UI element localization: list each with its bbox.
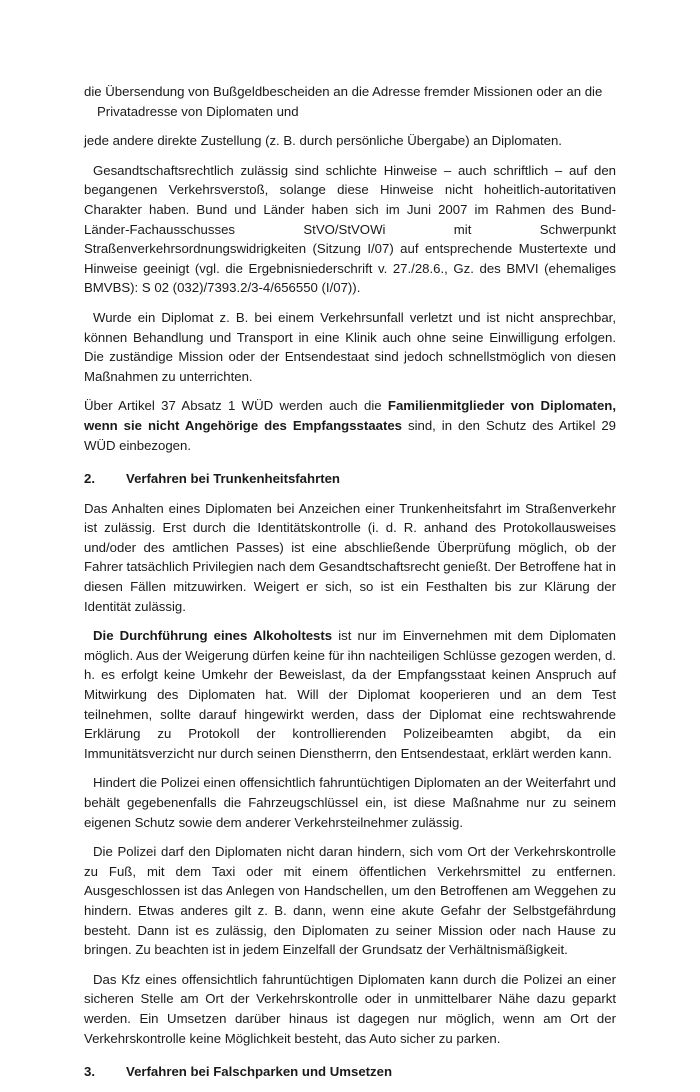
paragraph-verkehrsunfall: Wurde ein Diplomat z. B. bei einem Verkehrsunfall verletzt und ist nicht ansprechbar, können Behandlung und Transport in eine Klinik auch ohne seine Einwilligung erfolgen. Die zuständige Mission oder der Entsendestaat sind jedoch schnellstmöglich von diesen Maßnahmen zu unterrichten. [84,309,616,384]
paragraph-alkoholtest [84,626,616,763]
section-heading-3 [84,1062,616,1082]
paragraph-entfernen: Die Polizei darf den Diplomaten nicht daran hindern, sich vom Ort der Verkehrskontrolle zu Fuß, mit dem Taxi oder mit einem öffentlichen Verkehrsmittel zu entfernen. Ausgeschlossen ist das Anlegen von Handschellen, um den Betroffenen am Weggehen zu hindern. Etwas anderes gilt z. B. dann, wenn eine akute Gefahr der Selbstgefährdung besteht. Dann ist es zulässig, den Diplomaten zu seiner Mission oder nach Hause zu bringen. Zu beachten ist in jedem Einzelfall der Grundsatz der Verhältnismäßigkeit. [84,844,616,958]
section-number: 3. [84,1064,95,1080]
list-item-bussgeld: die Übersendung von Bußgeldbescheiden an die Adresse fremder Missionen oder an die Privatadresse von Diplomaten und [84,84,603,119]
bold-text-run: Familienmitglieder von Diplomaten, wenn sie nicht Angehörige des Empfangsstaates [84,398,616,433]
paragraph-hinweise: Gesandtschaftsrechtlich zulässig sind schlichte Hinweise – auch schriftlich – auf den begangenen Verkehrsverstoß, solange diese Hinweise nicht hoheitlich-autoritativen Charakter haben. Bund und Länder haben sich im Juni 2007 im Rahmen des Bund-Länder-Fachausschusses StVO/StVOWi mit Schwerpunkt Straßenverkehrsordnungswidrigkeiten (Sitzung I/07) auf entsprechende Mustertexte und Hinweise geeinigt (vgl. die Ergebnisniederschrift v. 27./28.6., Gz. des BMVI (ehemaliges BMVBS): S 02 (032)/7393.2/3-4/656550 (I/07)). [84,162,616,296]
paragraph-familienmitglieder [84,396,616,455]
section-heading-2 [84,469,616,489]
bold-text-run: Die Durchführung eines Alkoholtests [93,628,333,644]
paragraph-kfz: Das Kfz eines offensichtlich fahruntüchtigen Diplomaten kann durch die Polizei an einer sicheren Stelle am Ort der Verkehrskontrolle oder in unmittelbarer Nähe dazu geparkt werden. Ein Umsetzen darüber hinaus ist dagegen nur möglich, wenn am Ort der Verkehrskontrolle keine Möglichkeit besteht, das Auto sicher zu parken. [84,971,616,1046]
section-number: 2. [84,471,95,487]
text-run: Über Artikel 37 Absatz 1 WÜD werden auch die [84,398,388,414]
paragraph-weiterfahrt: Hindert die Polizei einen offensichtlich fahruntüchtigen Diplomaten an der Weiterfahrt und behält gegebenenfalls die Fahrzeugschlüssel ein, ist diese Maßnahme nur zu seinem eigenen Schutz sowie dem anderer Verkehrsteilnehmer zulässig. [84,775,616,830]
section-title: Verfahren bei Falschparken und Umsetzen [126,1064,393,1080]
list-item-zustellung: jede andere direkte Zustellung (z. B. durch persönliche Übergabe) an Diplomaten. [84,133,562,149]
text-run: sind, in den Schutz des Artikel 29 WÜD einbezogen. [84,417,617,453]
text-run: ist nur im Einvernehmen mit dem Diplomaten möglich. Aus der Weigerung dürfen keine für ihn nachteiligen Schlüsse gezogen werden, d. h. es erfolgt keine Umkehr der Beweislast, da der Empfangsstaat keinen Anspruch auf Mitwirkung des Diplomaten hat. Will der Diplomat kooperieren und an dem Test teilnehmen, sollte darauf hingewirkt werden, dass der Diplomat eine rechtswahrende Erklärung zu Protokoll der kontrollierenden Polizeibeamten abgibt, da ein Immunitätsverzicht nur durch seinen Dienstherrn, den Entsendestaat, erklärt werden kann. [84,628,616,761]
document-page [84,82,616,1092]
section-title: Verfahren bei Trunkenheitsfahrten [126,471,340,487]
paragraph-anhalten: Das Anhalten eines Diplomaten bei Anzeichen einer Trunkenheitsfahrt im Straßenverkehr ist zulässig. Erst durch die Identitätskontrolle (i. d. R. anhand des Protokollausweises und/oder des amtlichen Passes) ist eine abschließende Überprüfung möglich, ob der Fahrer tatsächlich Privilegien nach dem Gesandtschaftsrecht genießt. Der Betroffene hat in diesen Fällen mitzuwirken. Weigert er sich, so ist ein Festhalten bis zur Klärung der Identität zulässig. [84,500,616,614]
